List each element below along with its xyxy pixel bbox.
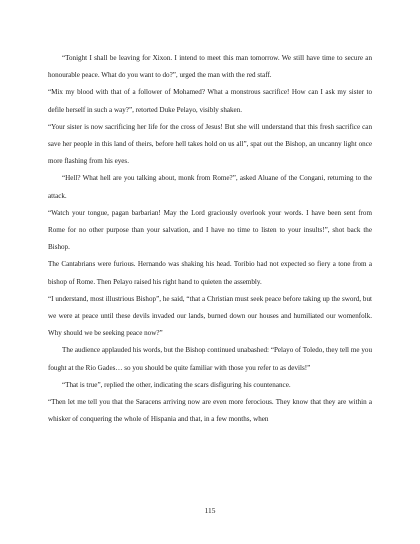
paragraph: “Watch your tongue, pagan barbarian! May the Lord graciously overlook your words. I have been sent from Rome for no other purpose than your salvation, and I have no time to listen to your insults!”, shot back the Bishop.	[48, 208, 372, 252]
paragraph: “Then let me tell you that the Saracens arriving now are even more ferocious. They know that they are within a whisker of conquering the whole of Hispania and that, in a few months, when	[48, 398, 372, 424]
paragraph: “Hell? What hell are you talking about, monk from Rome?”, asked Aluane of the Congani, returning to the attack.	[48, 174, 372, 200]
paragraph: The Cantabrians were furious. Hernando was shaking his head. Toribio had not expected so fiery a tone from a bishop of Rome. Then Pelayo raised his right hand to quieten the assembly.	[48, 260, 372, 286]
paragraph: “I understand, most illustrious Bishop”, he said, “that a Christian must seek peace before taking up the sword, but we were at peace until these devils invaded our lands, burned down our houses and humiliated our womenfolk. Why should we be seeking peace now?”	[48, 294, 372, 338]
paragraph: “That is true”, replied the other, indicating the scars disfiguring his countenance.	[62, 380, 291, 389]
paragraph: The audience applauded his words, but the Bishop continued unabashed: “Pelayo of Toledo, they tell me you fought at the Rio Gades… so you should be quite familiar with those you refer to as devils!”	[48, 346, 372, 372]
page-number: 115	[204, 506, 216, 515]
body-text	[48, 50, 372, 428]
paragraph: “Mix my blood with that of a follower of Mohamed? What a monstrous sacrifice! How can I ask my sister to defile herself in such a way?”, retorted Duke Pelayo, visibly shaken.	[48, 88, 372, 114]
paragraph: “Tonight I shall be leaving for Xixon. I intend to meet this man tomorrow. We still have time to secure an honourable peace. What do you want to do?”, urged the man with the red staff.	[48, 54, 372, 80]
paragraph: “Your sister is now sacrificing her life for the cross of Jesus! But she will understand that this fresh sacrifice can save her people in this land of theirs, before hell takes hold on us all”, spat out the Bishop, an uncanny light once more flashing from his eyes.	[48, 122, 372, 166]
